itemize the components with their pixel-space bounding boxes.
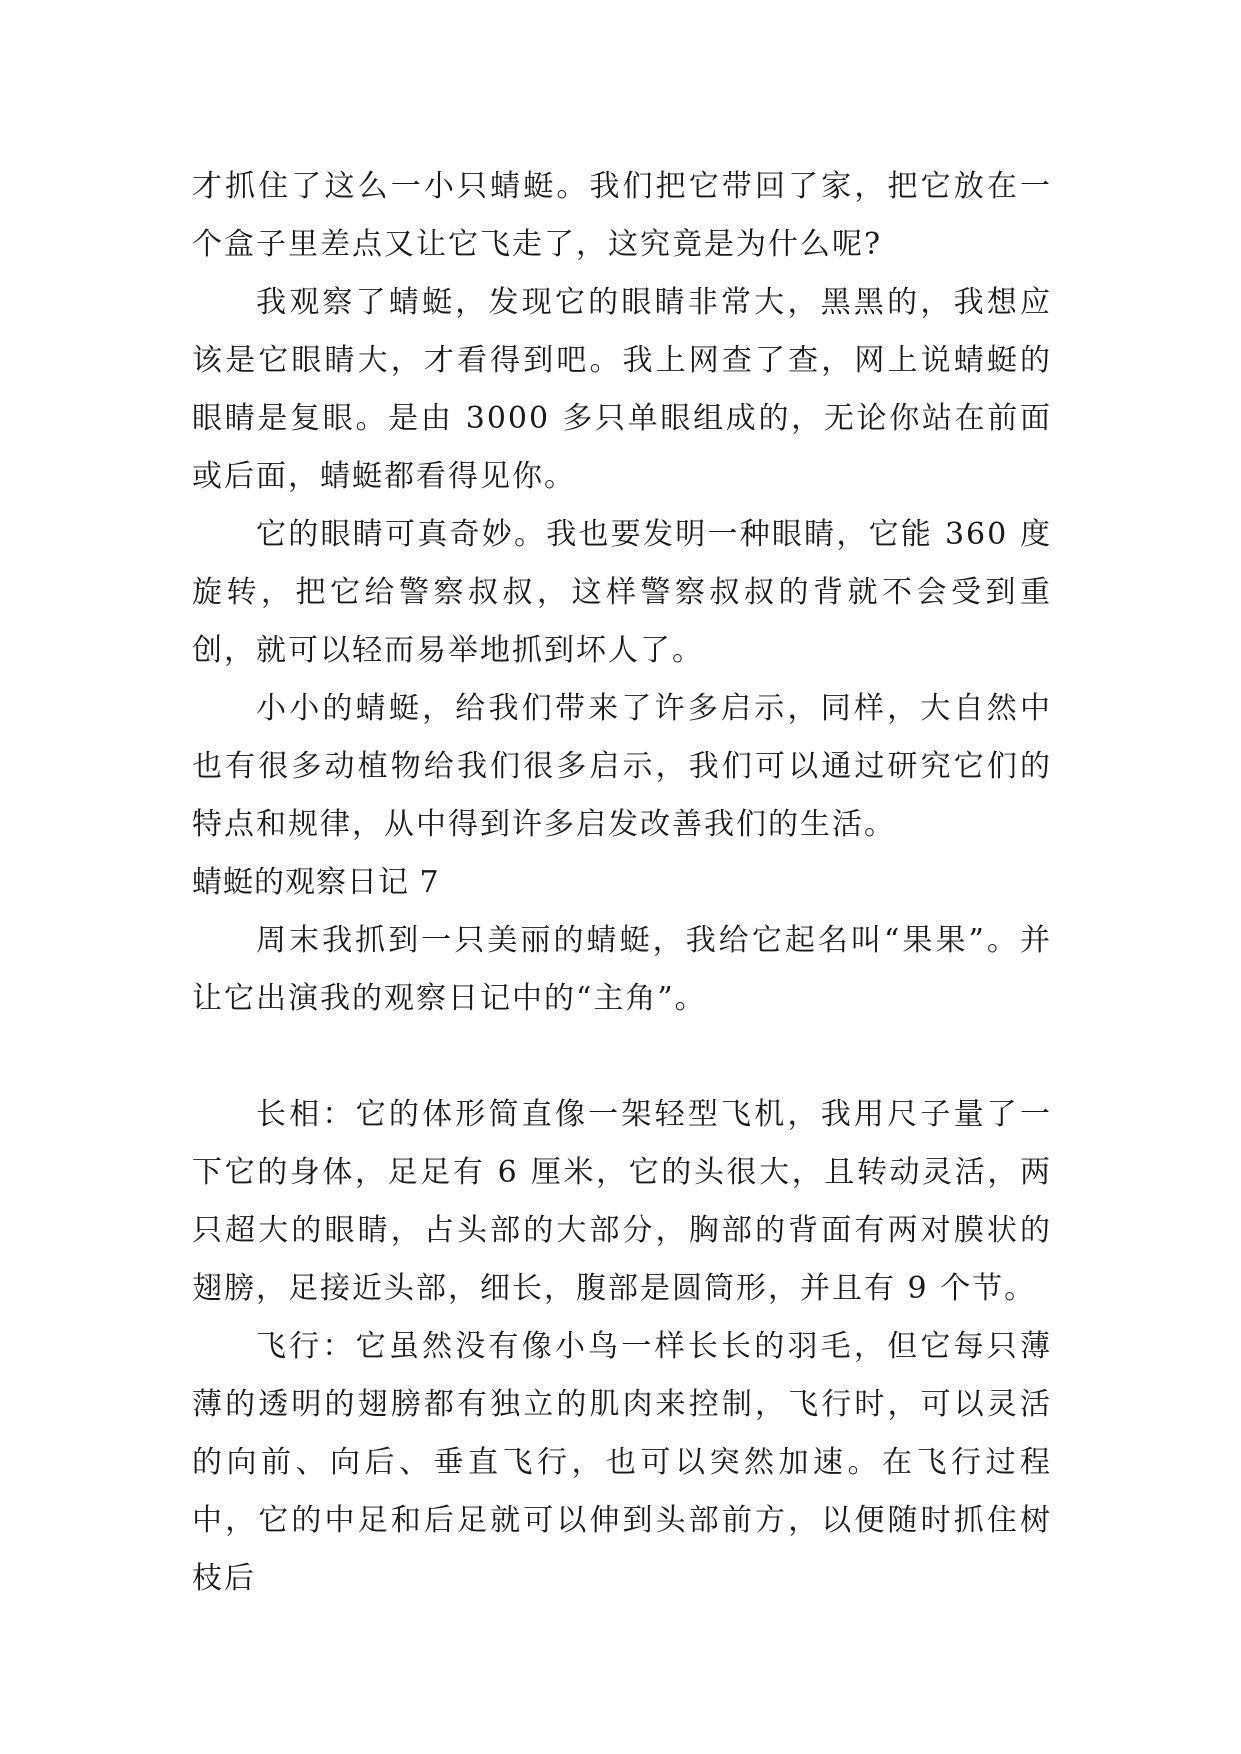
paragraph-appearance: 长相：它的体形简直像一架轻型飞机，我用尺子量了一下它的身体，足足有 6 厘米，它的头很大，且转动灵活，两只超大的眼睛，占头部的大部分，胸部的背面有两对膜状的翅膀，足接近头部，细长，腹部是圆筒形，并且有 9 个节。 xyxy=(192,1097,1052,1306)
paragraph-compound-eyes: 我观察了蜻蜓，发现它的眼睛非常大，黑黑的，我想应该是它眼睛大，才看得到吧。我上网查了查，网上说蜻蜓的眼睛是复眼。是由 3000 多只单眼组成的，无论你站在前面或后面，蜻蜓都看得见你。 xyxy=(192,285,1052,494)
document-body xyxy=(192,158,1052,1608)
paragraph-inspiration: 小小的蜻蜓，给我们带来了许多启示，同样，大自然中也有很多动植物给我们很多启示，我们可以通过研究它们的特点和规律，从中得到许多启发改善我们的生活。 xyxy=(192,691,1052,842)
paragraph-continuation: 才抓住了这么一小只蜻蜓。我们把它带回了家，把它放在一个盒子里差点又让它飞走了，这究竟是为什么呢? xyxy=(192,169,1052,262)
paragraph-intro: 周末我抓到一只美丽的蜻蜓，我给它起名叫“果果”。并让它出演我的观察日记中的“主角”。 xyxy=(192,923,1052,1016)
paragraph-invention: 它的眼睛可真奇妙。我也要发明一种眼睛，它能 360 度旋转，把它给警察叔叔，这样警察叔叔的背就不会受到重创，就可以轻而易举地抓到坏人了。 xyxy=(192,517,1052,668)
paragraph-flight: 飞行：它虽然没有像小鸟一样长长的羽毛，但它每只薄薄的透明的翅膀都有独立的肌肉来控制，飞行时，可以灵活的向前、向后、垂直飞行，也可以突然加速。在飞行过程中，它的中足和后足就可以伸到头部前方，以便随时抓住树枝后 xyxy=(192,1329,1052,1596)
section-heading: 蜻蜓的观察日记 7 xyxy=(192,865,440,900)
blank-line xyxy=(192,1028,1052,1086)
